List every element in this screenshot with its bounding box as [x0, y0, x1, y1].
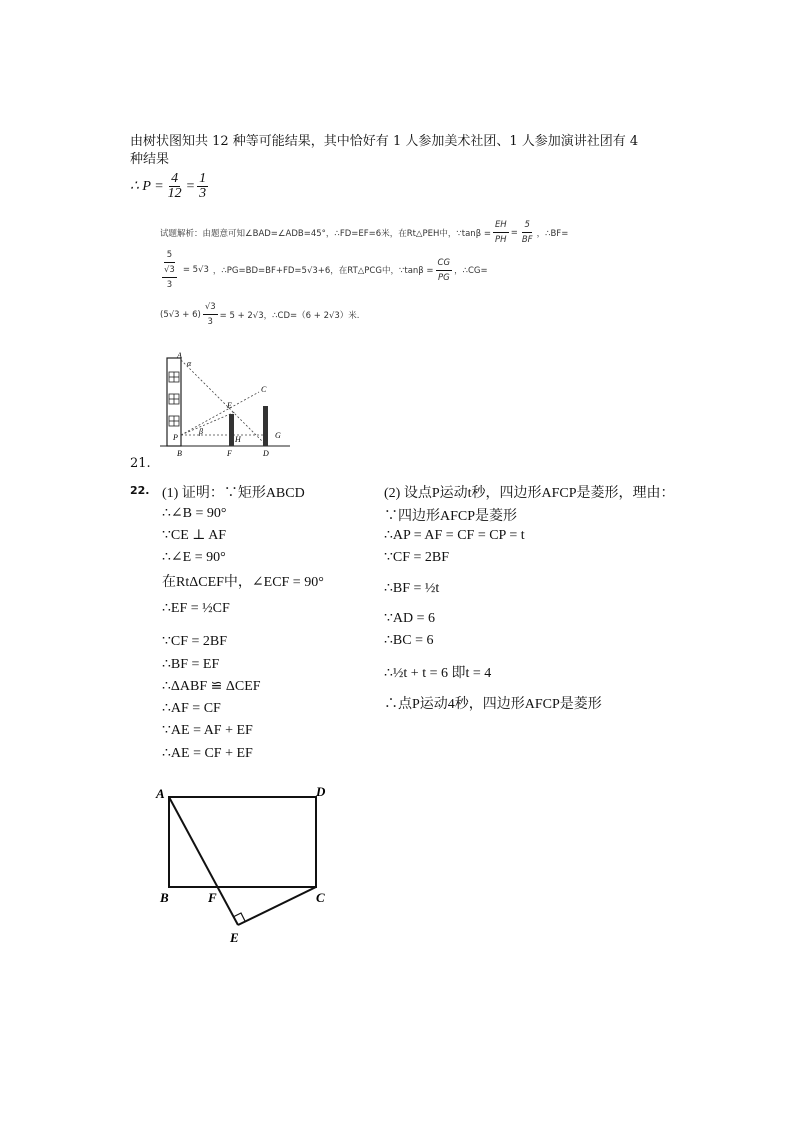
- p2-line-5: ∵AD = 6: [384, 611, 436, 626]
- p2-line-2: ∴AP = AF = CF = CP = t: [384, 528, 525, 543]
- a2-fn: CG: [436, 256, 453, 271]
- fig1-label-D: D: [263, 449, 269, 458]
- intro-line-2: 种结果: [130, 152, 170, 167]
- analysis-line-2: [160, 248, 488, 292]
- p2-line-4: ∴BF = ½t: [384, 581, 440, 596]
- fig1-label-P: P: [173, 433, 178, 442]
- a2-nd: √3: [164, 262, 175, 277]
- p1-line-4: 在RtΔCEF中，∠ECF = 90°: [162, 575, 324, 590]
- a-fn1: EH: [493, 218, 509, 233]
- a-fn2: 5: [522, 218, 531, 233]
- p2-line-0: (2) 设点P运动t秒，四边形AFCP是菱形，理由：: [384, 486, 675, 501]
- rectangle-ABCD: [169, 797, 316, 887]
- a2-d: 3: [166, 280, 173, 290]
- a-fd1: PH: [495, 235, 507, 245]
- p1-line-9: ∴AF = CF: [162, 701, 221, 716]
- p2-line-7: ∴½t + t = 6 即t = 4: [384, 666, 492, 681]
- fig2-label-E: E: [230, 930, 239, 945]
- p1-line-11: ∴AE = CF + EF: [162, 746, 253, 761]
- rectangle-figure: [150, 778, 350, 948]
- p1-line-2: ∵CE ⊥ AF: [162, 528, 227, 543]
- p1-line-6: ∵CF = 2BF: [162, 634, 228, 649]
- p2-line-6: ∴BC = 6: [384, 633, 434, 648]
- p2-line-1: ∵四边形AFCP是菱形: [384, 509, 518, 524]
- fig1-label-beta: β: [199, 427, 203, 436]
- question-22-number: 22.: [130, 484, 150, 497]
- prob-prefix: ∴ P =: [130, 179, 164, 194]
- a-eq: =: [510, 227, 518, 238]
- analysis-3a: (5√3 + 6): [160, 309, 201, 320]
- segment-AE: [169, 797, 238, 925]
- a3-fd: 3: [207, 317, 213, 327]
- prob-num-1: 4: [171, 171, 179, 186]
- p1-line-10: ∵AE = AF + EF: [162, 723, 253, 738]
- a2-nn: 5: [166, 250, 173, 260]
- fig1-label-A: A: [177, 352, 182, 360]
- a-fd2: BF: [521, 235, 533, 245]
- p1-line-7: ∴BF = EF: [162, 657, 220, 672]
- p1-line-1: ∴∠B = 90°: [162, 506, 227, 521]
- p1-line-5: ∴EF = ½CF: [162, 601, 230, 616]
- analysis-3b: = 5 + 2√3，∴CD=（6 + 2√3）米.: [219, 310, 360, 321]
- probability-formula: [130, 172, 210, 201]
- prob-num-2: 1: [199, 171, 207, 186]
- building-figure: [155, 352, 295, 460]
- p1-line-3: ∴∠E = 90°: [162, 550, 226, 565]
- p1-line-8: ∴ΔABF ≌ ΔCEF: [162, 679, 261, 694]
- p2-line-8: ∴点P运动4秒，四边形AFCP是菱形: [384, 697, 602, 712]
- fig1-label-G: G: [275, 431, 281, 440]
- fig1-label-E: E: [227, 401, 232, 410]
- analysis-line-1: [160, 218, 568, 247]
- segment-EC: [238, 887, 316, 925]
- analysis-2a: = 5√3: [182, 265, 209, 275]
- fig1-label-C: C: [261, 385, 267, 394]
- analysis-line-3: [160, 300, 360, 329]
- fig1-label-F: F: [227, 449, 232, 458]
- prob-eq: =: [185, 178, 196, 194]
- analysis-1b: ，∴BF=: [536, 228, 569, 239]
- fig2-label-D: D: [316, 784, 326, 799]
- fig1-label-B: B: [177, 449, 182, 458]
- fig2-label-C: C: [316, 890, 325, 905]
- analysis-1a: 试题解析：由题意可知∠BAD=∠ADB=45°，∴FD=EF=6米，在Rt△PEH中，∵tanβ =: [160, 228, 491, 239]
- prob-den-1: 12: [167, 186, 182, 201]
- fig2-label-F: F: [208, 890, 217, 905]
- intro-line-1: 由树状图知共 12 种等可能结果，其中恰好有 1 人参加美术社团、1 人参加演讲社团有 4: [130, 134, 639, 149]
- prob-den-2: 3: [199, 186, 207, 201]
- analysis-2b: ，∴PG=BD=BF+FD=5√3+6，在RT△PCG中，∵tanβ =: [212, 266, 434, 276]
- a2-fd: PG: [437, 272, 450, 283]
- fig1-label-H: H: [235, 435, 241, 444]
- p1-line-0: (1) 证明：∵矩形ABCD: [162, 486, 305, 501]
- a3-fn: √3: [203, 300, 218, 315]
- fig2-label-A: A: [156, 786, 165, 801]
- analysis-2c: ，∴CG=: [454, 266, 488, 276]
- question-21-number: 21.: [130, 456, 151, 471]
- fig1-label-alpha: α: [187, 359, 192, 368]
- p2-line-3: ∵CF = 2BF: [384, 550, 450, 565]
- fig2-label-B: B: [160, 890, 169, 905]
